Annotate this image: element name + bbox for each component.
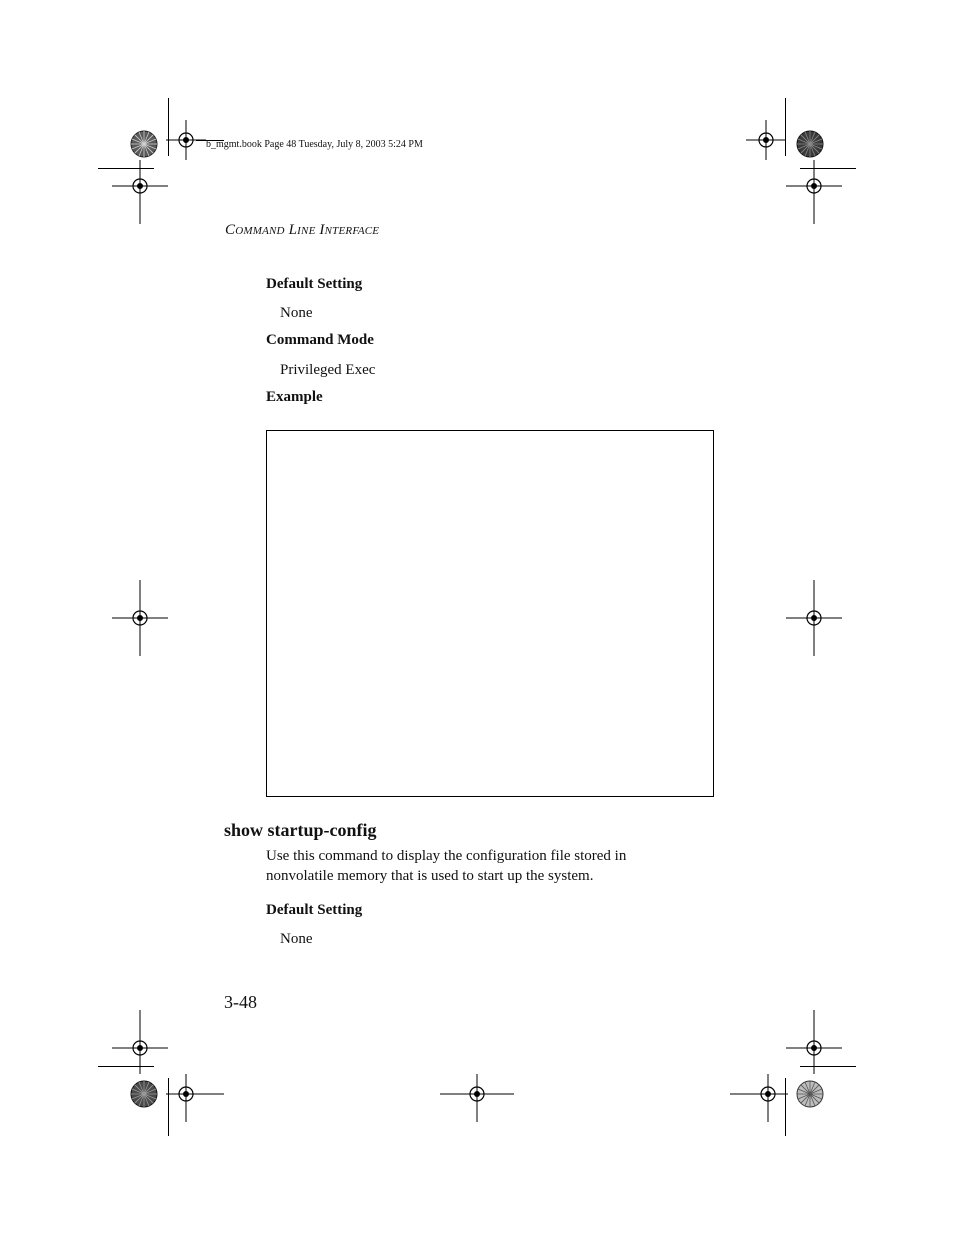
registration-crosshair-icon	[166, 120, 206, 160]
registration-crosshair-icon	[112, 160, 168, 224]
rosette-mark-icon	[796, 130, 824, 158]
example-heading: Example	[266, 389, 323, 405]
registration-crosshair-icon	[746, 120, 786, 160]
default-setting-value: None	[280, 931, 313, 947]
registration-crosshair-icon	[786, 580, 842, 656]
registration-crosshair-icon	[786, 1010, 842, 1074]
default-setting-heading: Default Setting	[266, 276, 363, 292]
registration-crosshair-icon	[440, 1074, 514, 1122]
default-setting-heading: Default Setting	[266, 902, 363, 918]
page-number: 3-48	[224, 992, 257, 1012]
registration-crosshair-icon	[112, 580, 168, 656]
running-head: Command Line Interface	[225, 222, 380, 238]
registration-crosshair-icon	[786, 160, 842, 224]
example-box	[266, 430, 714, 797]
command-mode-heading: Command Mode	[266, 332, 374, 348]
section-title: show startup-config	[224, 820, 377, 840]
rosette-mark-icon	[130, 1080, 158, 1108]
registration-crosshair-icon	[730, 1074, 788, 1122]
description-line: Use this command to display the configuration file stored in	[266, 848, 627, 864]
default-setting-value: None	[280, 305, 313, 321]
description-line: nonvolatile memory that is used to start up the system.	[266, 868, 594, 884]
rosette-mark-icon	[130, 130, 158, 158]
book-slug: b_mgmt.book Page 48 Tuesday, July 8, 2003 5:24 PM	[206, 139, 423, 150]
rosette-mark-icon	[796, 1080, 824, 1108]
registration-crosshair-icon	[112, 1010, 168, 1074]
registration-crosshair-icon	[166, 1074, 224, 1122]
command-mode-value: Privileged Exec	[280, 362, 376, 378]
